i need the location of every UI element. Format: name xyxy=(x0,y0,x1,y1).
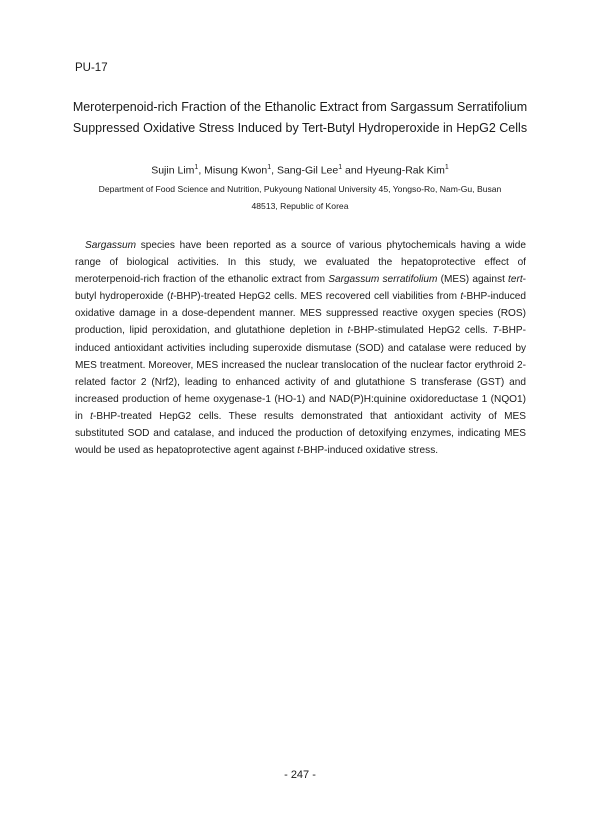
author-affiliation-mark: 1 xyxy=(444,164,449,171)
abstract-italic-term: tert xyxy=(508,274,523,286)
author-affiliation-mark: 1 xyxy=(338,164,343,171)
author-name: Sujin Lim xyxy=(151,164,195,177)
abstract-text: -BHP-induced oxidative stress. xyxy=(300,445,439,457)
abstract-italic-term: t xyxy=(170,291,174,303)
abstract-text: -BHP-stimulated HepG2 cells. xyxy=(350,325,493,337)
page-number: - 247 - xyxy=(284,769,316,781)
abstract-paragraph xyxy=(75,237,526,459)
abstract-italic-term: Sargassum serratifolium xyxy=(328,274,438,286)
abstract-text: -butyl hydroperoxide ( xyxy=(75,274,527,303)
abstract-italic-term: t xyxy=(90,410,93,422)
author-affiliation-mark: 1 xyxy=(267,164,272,171)
abstract-italic-term: T xyxy=(492,325,499,337)
abstract-text: -BHP-induced oxidative damage in a dose-dependent manner. MES suppressed reactive oxygen species (ROS) production, lipid peroxidation, and glutathione depletion in xyxy=(75,291,526,337)
abstract-text: -BHP-treated HepG2 cells. These results demonstrated that antioxidant activity of MES substituted SOD and catalase, and induced the production of detoxifying enzymes, indicating MES would be used as hepatoprotective agent against xyxy=(75,410,526,457)
author-affiliation-mark: 1 xyxy=(194,164,199,171)
author-name: Hyeung-Rak Kim xyxy=(365,164,445,177)
abstract-text: -BHP-induced antioxidant activities including superoxide dismutase (SOD) and catalase were reduced by MES treatment. Moreover, MES increased the nuclear translocation of the nuclear factor erythroid 2-related factor 2 (Nrf2), leading to enhanced activity of and glutathione S transferase (GST) and increased production of heme oxygenase-1 (HO-1) and NAD(P)H:quinine oxidoreductase 1 (NQO1) in xyxy=(75,325,526,422)
abstract-text: species have been reported as a source of various phytochemicals having a wide range of biological activities. In this study, we evaluated the hepatoprotective effect of meroterpenoid-rich fraction of the ethanolic extract from xyxy=(75,240,526,286)
paper-code: PU-17 xyxy=(75,62,108,74)
author-separator: , xyxy=(198,164,205,177)
title-line-1: Meroterpenoid-rich Fraction of the Ethanolic Extract from Sargassum Serratifolium xyxy=(72,100,528,114)
author-name: Misung Kwon xyxy=(204,164,268,177)
author-list xyxy=(60,164,540,177)
abstract-text: (MES) against xyxy=(437,274,509,286)
affiliation-line-1: Department of Food Science and Nutrition, Pukyoung National University 45, Yongso-Ro, Nam-Gu, Busan xyxy=(98,184,502,194)
abstract-italic-term: Sargassum xyxy=(85,240,137,251)
abstract-italic-term: t xyxy=(297,445,301,457)
abstract-text: -BHP)-treated HepG2 cells. MES recovered cell viabilities from xyxy=(173,291,461,303)
title-line-2: Suppressed Oxidative Stress Induced by Tert-Butyl Hydroperoxide in HepG2 Cells xyxy=(72,121,528,135)
author-separator: , xyxy=(271,164,277,177)
abstract-italic-term: t xyxy=(347,325,351,337)
author-name: Sang-Gil Lee xyxy=(276,164,339,177)
author-separator: and xyxy=(342,164,366,177)
paper-title xyxy=(60,97,540,139)
abstract-italic-term: t xyxy=(460,291,464,303)
affiliation xyxy=(80,181,520,215)
affiliation-line-2: 48513, Republic of Korea xyxy=(251,201,349,211)
